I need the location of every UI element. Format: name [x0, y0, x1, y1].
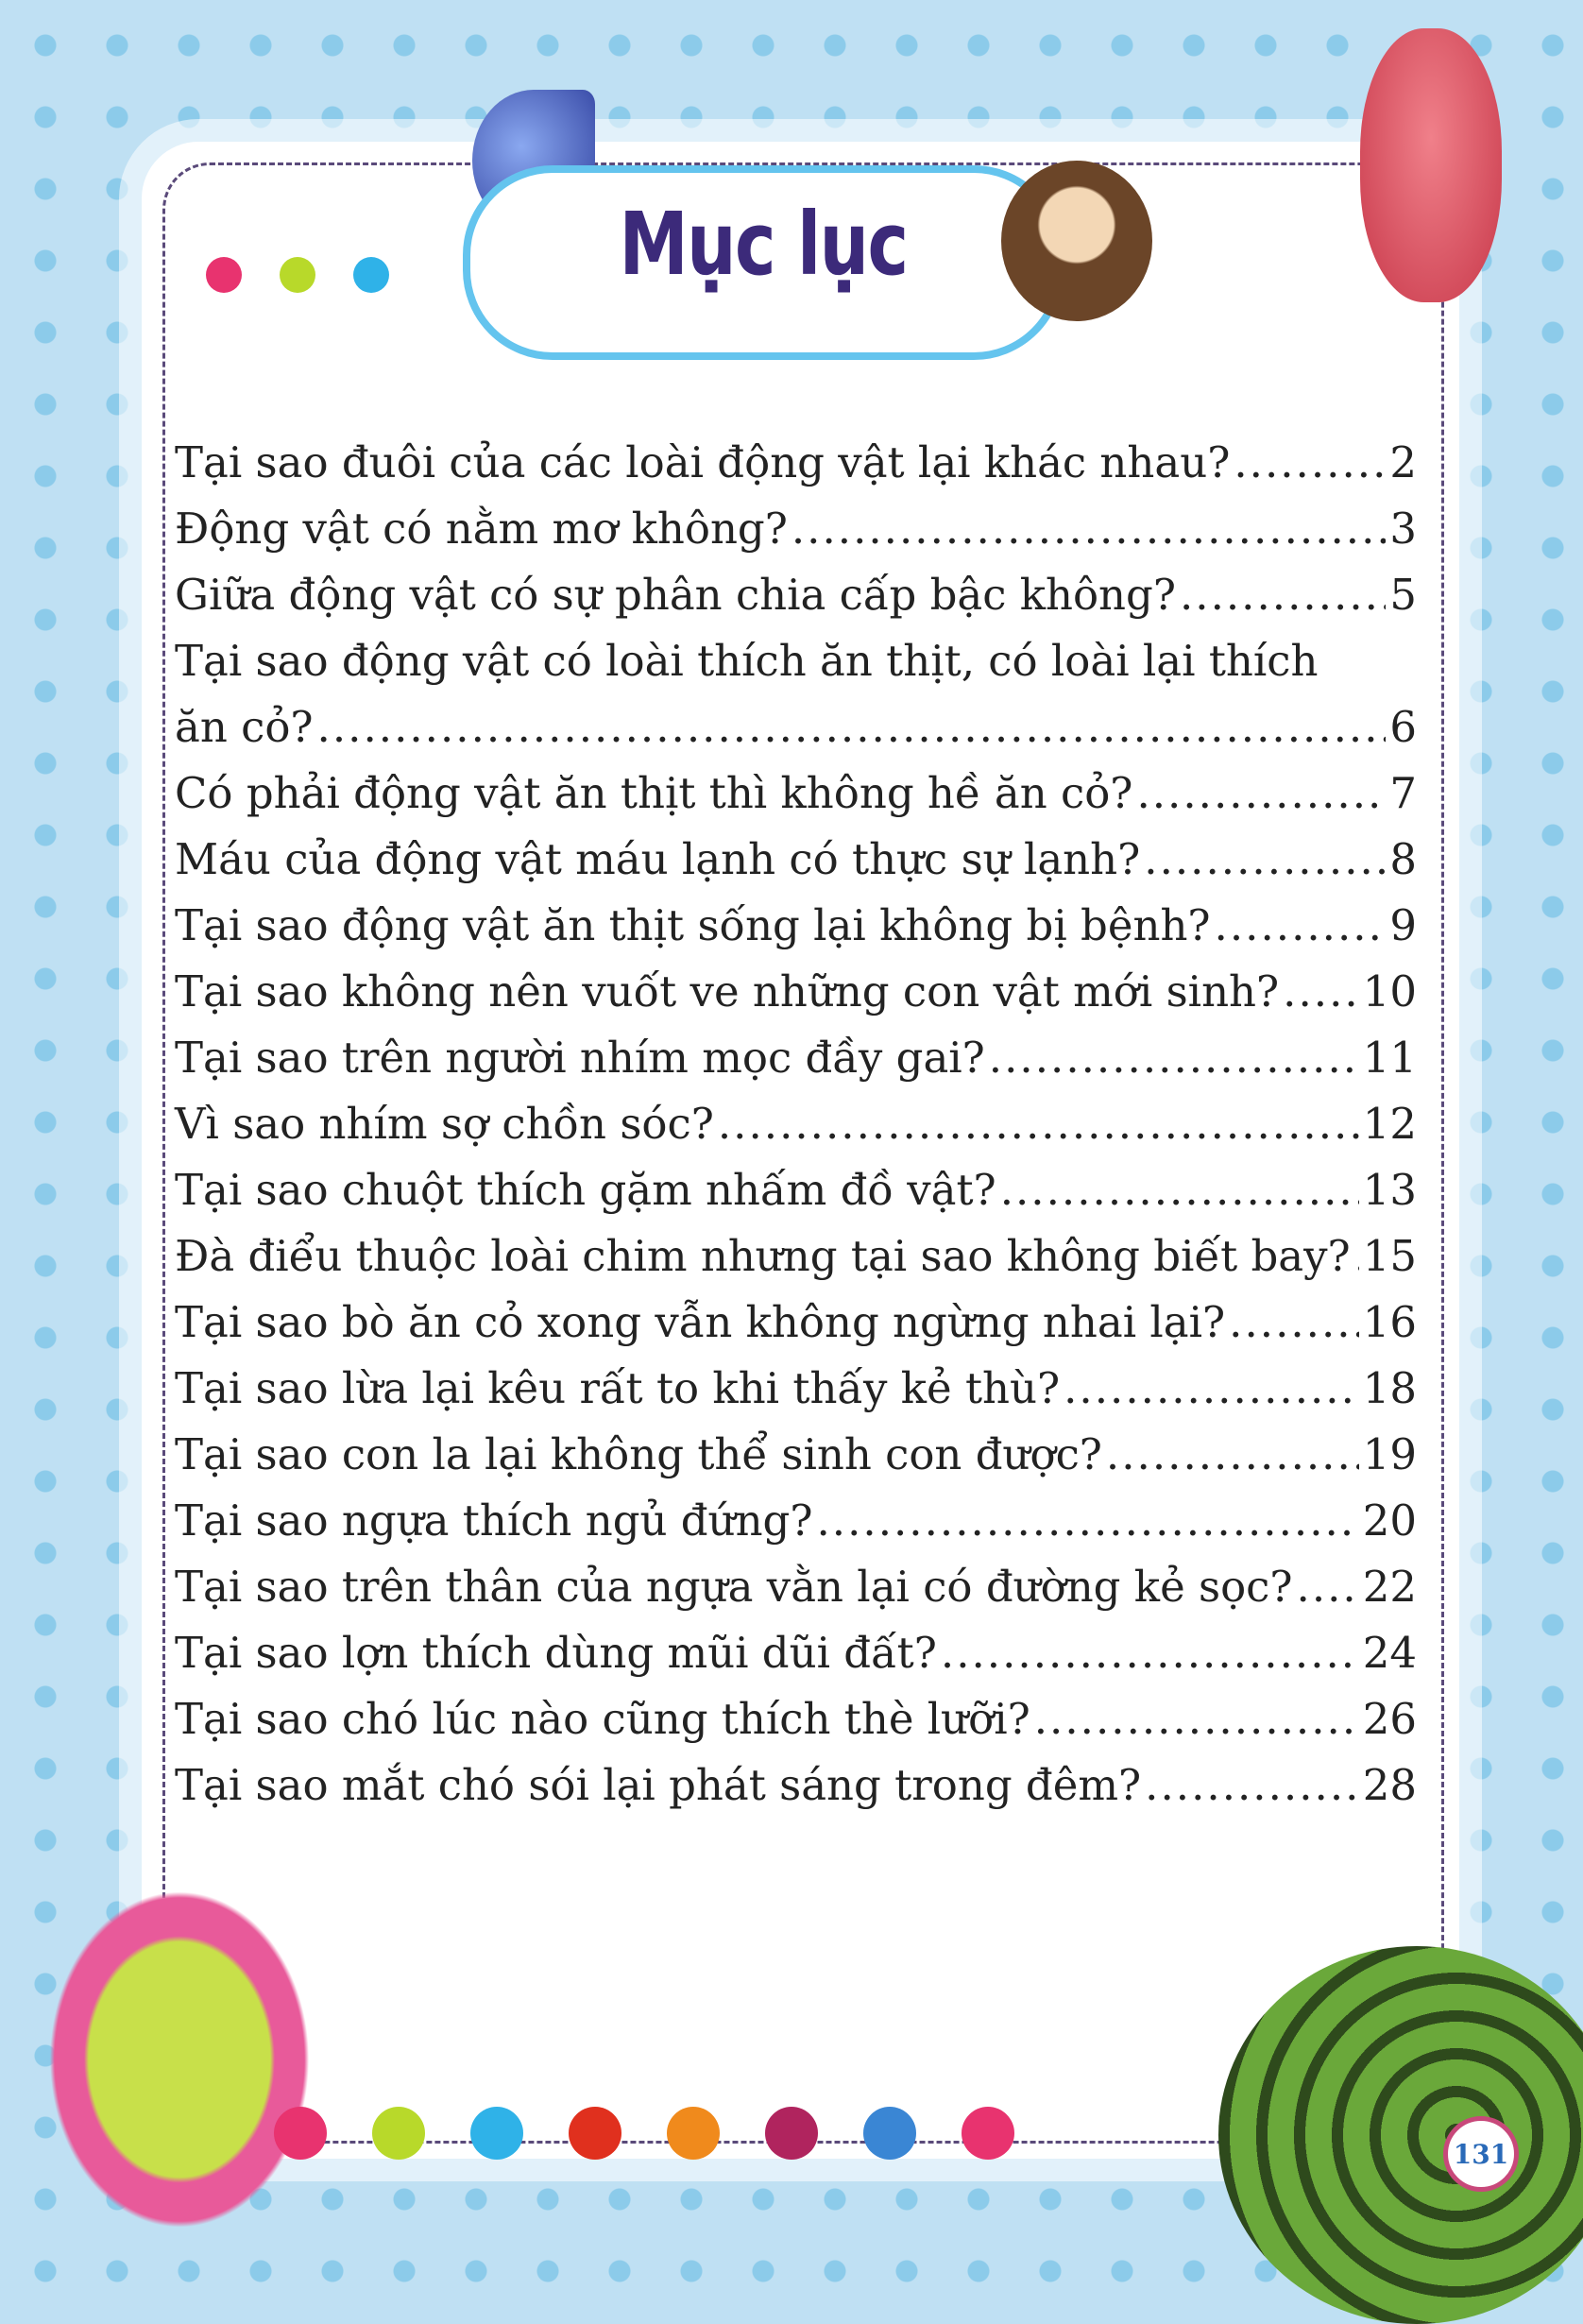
entry-page: 24 — [1362, 1628, 1417, 1678]
leader-dots — [1215, 893, 1387, 959]
leader-dots — [1000, 1157, 1359, 1223]
entry-title: Tại sao lợn thích dùng mũi dũi đất? — [175, 1628, 937, 1678]
leader-dots — [1136, 760, 1386, 827]
entry-page: 7 — [1389, 768, 1417, 818]
toc-entry — [175, 1091, 1417, 1157]
entry-title: Đà điểu thuộc loài chim nhưng tại sao không biết bay? — [175, 1231, 1351, 1281]
toc-entry — [175, 893, 1417, 959]
entry-page: 13 — [1362, 1165, 1417, 1215]
entry-title: Tại sao đuôi của các loài động vật lại khác nhau? — [175, 437, 1231, 487]
leader-dots — [1064, 1356, 1359, 1422]
leader-dots — [1145, 1752, 1359, 1819]
entry-title: Tại sao động vật có loài thích ăn thịt, có loài lại thích — [175, 636, 1319, 686]
entry-title: Máu của động vật máu lạnh có thực sự lạnh? — [175, 834, 1141, 884]
color-dot — [962, 2107, 1014, 2160]
toc-entry — [175, 1554, 1417, 1620]
entry-page: 11 — [1362, 1033, 1417, 1083]
entry-page: 28 — [1362, 1760, 1417, 1810]
toc-entry — [175, 1223, 1417, 1290]
entry-page: 10 — [1362, 966, 1417, 1017]
leader-dots — [1234, 430, 1386, 496]
toc-entry — [175, 628, 1417, 694]
toc-entry — [175, 430, 1417, 496]
entry-page: 16 — [1362, 1297, 1417, 1347]
toc-entry — [175, 694, 1417, 760]
toc-entry — [175, 496, 1417, 562]
color-dot — [765, 2107, 818, 2160]
bottom-dots — [274, 2107, 1014, 2160]
leader-dots — [1180, 562, 1386, 628]
color-dot — [206, 257, 242, 293]
entry-page: 8 — [1389, 834, 1417, 884]
leader-dots — [792, 496, 1387, 562]
leader-dots — [718, 1091, 1359, 1157]
leader-dots — [1106, 1422, 1359, 1488]
entry-page: 12 — [1362, 1099, 1417, 1149]
toc-entry — [175, 760, 1417, 827]
entry-title: Tại sao trên người nhím mọc đầy gai? — [175, 1033, 985, 1083]
parrot-icon — [1360, 28, 1502, 302]
leader-dots — [989, 1025, 1359, 1091]
toc-entry — [175, 562, 1417, 628]
entry-page: 18 — [1362, 1363, 1417, 1413]
top-dots — [206, 257, 389, 293]
entry-page: 2 — [1389, 437, 1417, 487]
toc-entry — [175, 1488, 1417, 1554]
toc-entry — [175, 1290, 1417, 1356]
entry-title: Vì sao nhím sợ chồn sóc? — [175, 1099, 714, 1149]
toc-entry — [175, 1422, 1417, 1488]
leader-dots — [816, 1488, 1358, 1554]
page-title: Mục lục — [619, 194, 908, 295]
entry-title: Tại sao không nên vuốt ve những con vật mới sinh? — [175, 966, 1280, 1017]
entry-page: 19 — [1362, 1429, 1417, 1479]
entry-page: 6 — [1389, 702, 1417, 752]
leader-dots — [317, 694, 1387, 760]
color-dot — [470, 2107, 523, 2160]
entry-page: 26 — [1362, 1694, 1417, 1744]
table-of-contents — [175, 430, 1417, 1819]
monkey-icon — [1001, 161, 1152, 321]
entry-title: Tại sao con la lại không thể sinh con được? — [175, 1429, 1102, 1479]
color-dot — [274, 2107, 327, 2160]
toc-entry — [175, 827, 1417, 893]
toc-entry — [175, 1686, 1417, 1752]
toc-entry — [175, 959, 1417, 1025]
entry-title: Tại sao chuột thích gặm nhấm đồ vật? — [175, 1165, 996, 1215]
leader-dots — [1034, 1686, 1359, 1752]
entry-title: Tại sao bò ăn cỏ xong vẫn không ngừng nhai lại? — [175, 1297, 1226, 1347]
entry-title: Tại sao mắt chó sói lại phát sáng trong đêm? — [175, 1760, 1142, 1810]
entry-title: Tại sao chó lúc nào cũng thích thè lưỡi? — [175, 1694, 1030, 1744]
color-dot — [353, 257, 389, 293]
entry-page: 9 — [1389, 900, 1417, 950]
leader-dots — [1144, 827, 1386, 893]
toc-entry — [175, 1025, 1417, 1091]
color-dot — [372, 2107, 425, 2160]
entry-title: Có phải động vật ăn thịt thì không hề ăn cỏ? — [175, 768, 1133, 818]
entry-page: 15 — [1362, 1231, 1417, 1281]
color-dot — [280, 257, 315, 293]
frog-icon — [19, 1889, 340, 2267]
toc-entry — [175, 1157, 1417, 1223]
color-dot — [863, 2107, 916, 2160]
entry-page: 22 — [1362, 1562, 1417, 1612]
entry-page: 20 — [1362, 1495, 1417, 1546]
leader-dots — [1283, 959, 1359, 1025]
leader-dots — [1229, 1290, 1359, 1356]
entry-title: ăn cỏ? — [175, 702, 314, 752]
leader-dots — [941, 1620, 1359, 1686]
color-dot — [569, 2107, 621, 2160]
entry-title: Tại sao trên thân của ngựa vằn lại có đường kẻ sọc? — [175, 1562, 1293, 1612]
entry-page: 3 — [1389, 504, 1417, 554]
leader-dots — [1297, 1554, 1359, 1620]
entry-title: Động vật có nằm mơ không? — [175, 504, 788, 554]
toc-entry — [175, 1356, 1417, 1422]
entry-title: Giữa động vật có sự phân chia cấp bậc không? — [175, 570, 1176, 620]
color-dot — [667, 2107, 720, 2160]
leader-dots — [1354, 1223, 1359, 1290]
toc-entry — [175, 1620, 1417, 1686]
entry-title: Tại sao động vật ăn thịt sống lại không bị bệnh? — [175, 900, 1211, 950]
entry-title: Tại sao lừa lại kêu rất to khi thấy kẻ thù? — [175, 1363, 1061, 1413]
page-number: 131 — [1443, 2116, 1519, 2192]
entry-title: Tại sao ngựa thích ngủ đứng? — [175, 1495, 813, 1546]
toc-entry — [175, 1752, 1417, 1819]
entry-page: 5 — [1389, 570, 1417, 620]
